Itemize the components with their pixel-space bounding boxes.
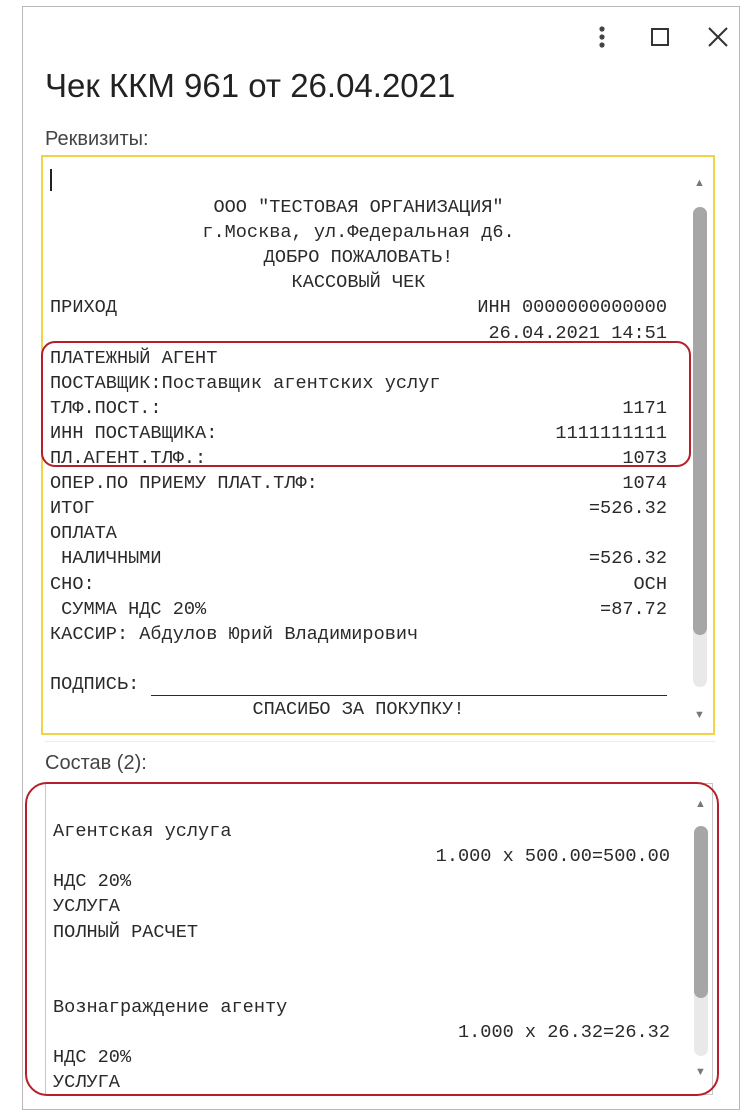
receipt-line-right: ОСН [633,573,667,595]
receipt-line-right: 26.04.2021 14:51 [488,322,667,344]
receipt-line-right: 1.000 х 500.00=500.00 [435,846,670,868]
receipt-line [43,597,667,622]
scroll-thumb[interactable] [693,207,707,635]
receipt-line-left: ИТОГ [50,498,95,520]
receipt-line-left: ПОСТАВЩИК:Поставщик агентских услуг [50,372,441,394]
receipt-line-text: ДОБРО ПОЖАЛОВАТЬ! [263,247,454,269]
receipt-line [43,471,667,496]
background-edge [740,0,750,1117]
receipt-line [43,270,667,295]
receipt-line-left: УСЛУГА [53,896,120,918]
receipt-line-left: Вознаграждение агенту [53,996,288,1018]
receipt-line-right: 1111111111 [555,422,667,444]
receipt-line-left: Агентская услуга [53,821,232,843]
receipt-line-left: УСЛУГА [53,1072,120,1094]
payment-agent-highlight [41,341,691,467]
receipt-line-left: КАССИР: Абдулов Юрий Владимирович [50,623,419,645]
maximize-icon[interactable] [644,21,676,53]
section-divider [45,741,715,742]
receipt-line [43,295,667,320]
receipt-line-right: 1.000 х 26.32=26.32 [457,1021,670,1043]
receipt-line [43,672,667,697]
receipt-line [43,622,667,647]
signature-line [151,694,667,696]
text-cursor [50,169,52,191]
composition-label: Состав (2): [45,752,147,774]
composition-highlight [25,782,719,1096]
close-icon[interactable] [702,21,734,53]
scroll-down-icon[interactable]: ▼ [695,1066,706,1078]
receipt-line [43,245,667,270]
window-title: Чек ККМ 961 от 26.04.2021 [45,67,456,104]
scroll-down-icon[interactable]: ▼ [694,709,705,721]
scroll-up-icon[interactable]: ▲ [694,177,705,189]
more-vertical-icon[interactable] [586,21,618,53]
receipt-line-left: ПЛАТЕЖНЫЙ АГЕНТ [50,347,218,369]
receipt-line-left: ИНН ПОСТАВЩИКА: [50,422,218,444]
receipt-line [43,647,667,672]
requisites-scrollbar[interactable] [693,177,707,725]
receipt-line-left: ПРИХОД [50,297,117,319]
receipt-line-left: НДС 20% [53,871,132,893]
receipt-line-text: СПАСИБО ЗА ПОКУПКУ! [252,699,465,720]
receipt-line-left: ОПЛАТА [50,523,117,545]
receipt-line-right: =87.72 [600,598,667,620]
receipt-line-left: ПОДПИСЬ: [50,673,140,695]
receipt-window [22,6,740,1110]
receipt-line-text: ООО "ТЕСТОВАЯ ОРГАНИЗАЦИЯ" [213,197,504,218]
receipt-line-text: г.Москва, ул.Федеральная д6. [202,222,515,244]
receipt-line-right: 1074 [622,473,667,495]
receipt-line [43,546,667,571]
receipt-line-left: ОПЕР.ПО ПРИЕМУ ПЛАТ.ТЛФ: [50,473,318,495]
receipt-line-right: =526.32 [588,498,667,520]
receipt-line-left: НАЛИЧНЫМИ [50,548,162,570]
receipt-line-right: 1073 [622,448,667,469]
receipt-line-left: СНО: [50,573,95,595]
receipt-line [43,697,667,722]
receipt-line-right: 1171 [622,397,667,419]
receipt-line [43,496,667,521]
receipt-line-text: КАССОВЫЙ ЧЕК [291,272,426,294]
receipt-line [43,572,667,597]
receipt-line-left: НДС 20% [53,1047,132,1068]
receipt-line [43,195,667,220]
receipt-line [43,220,667,245]
receipt-line-left: ПОЛНЫЙ РАСЧЕТ [53,921,199,943]
receipt-line-right: ИНН 0000000000000 [477,297,667,319]
scroll-up-icon[interactable]: ▲ [695,798,706,810]
receipt-line [43,521,667,546]
receipt-line-left: СУММА НДС 20% [50,598,207,620]
receipt-line-left: ПЛ.АГЕНТ.ТЛФ.: [50,448,207,469]
receipt-line-left: ТЛФ.ПОСТ.: [50,397,162,419]
receipt-line-right: =526.32 [588,548,667,570]
requisites-label: Реквизиты: [45,128,149,150]
